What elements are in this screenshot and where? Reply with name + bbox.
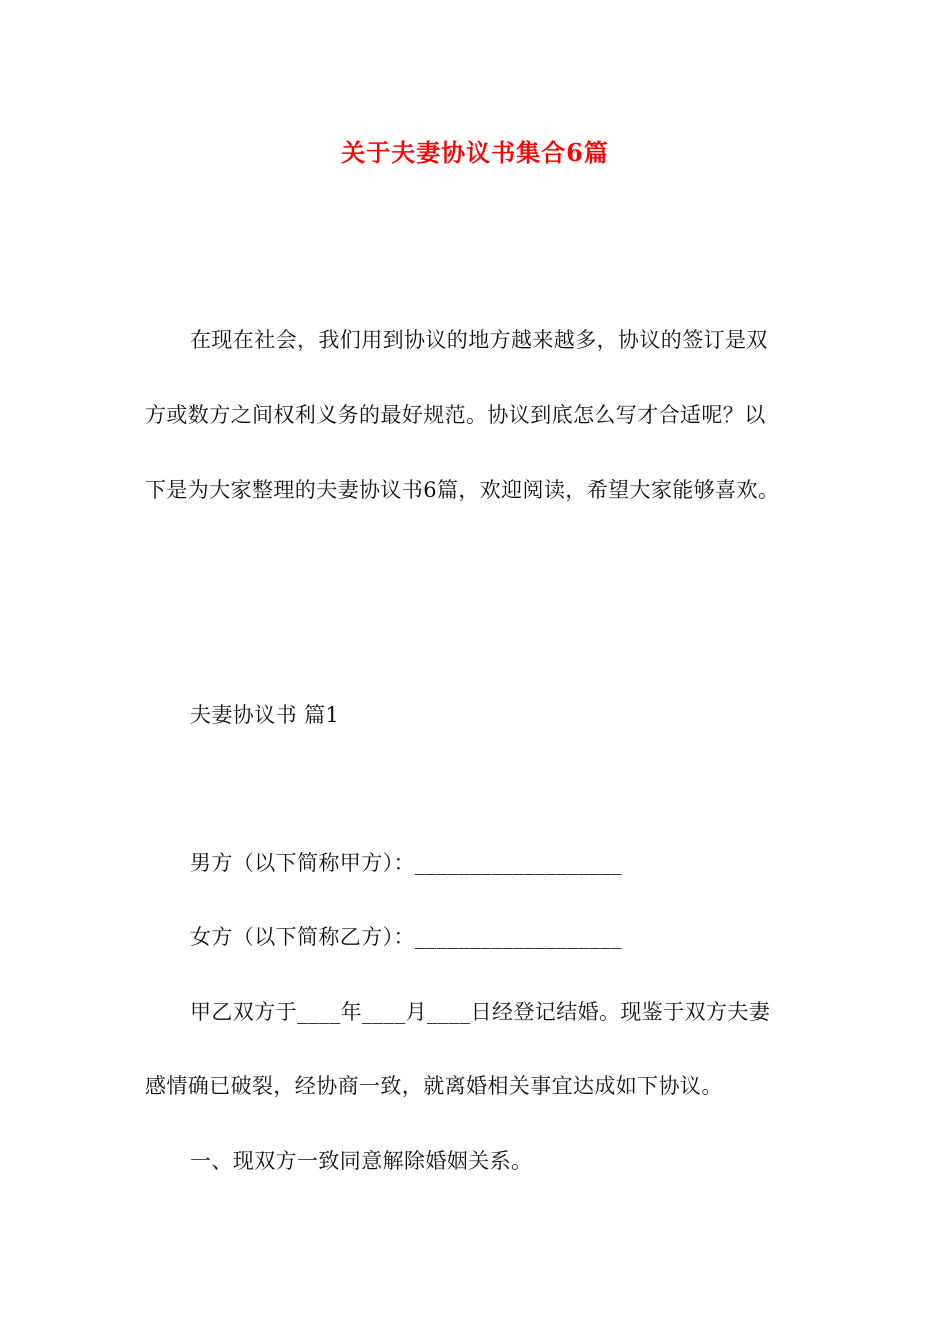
body-line-3: 一、现双方一致同意解除婚姻关系。 [190,1149,533,1173]
section-heading: 夫妻协议书 篇1 [190,703,340,727]
husband-field: 男方（以下简称甲方）：___________________ [190,851,622,875]
wife-field: 女方（以下简称乙方）：___________________ [190,925,622,949]
document-title: 关于夫妻协议书集合6篇 [341,138,609,167]
intro-line-1: 在现在社会，我们用到协议的地方越来越多，协议的签订是双 [190,328,768,352]
body-line-2: 感情确已破裂，经协商一致，就离婚相关事宜达成如下协议。 [145,1074,723,1098]
intro-line-3: 下是为大家整理的夫妻协议书6篇，欢迎阅读，希望大家能够喜欢。 [145,478,780,502]
intro-line-2: 方或数方之间权利义务的最好规范。协议到底怎么写才合适呢？以 [145,403,766,427]
body-line-1: 甲乙双方于____年____月____日经登记结婚。现鉴于双方夫妻 [190,1000,771,1024]
